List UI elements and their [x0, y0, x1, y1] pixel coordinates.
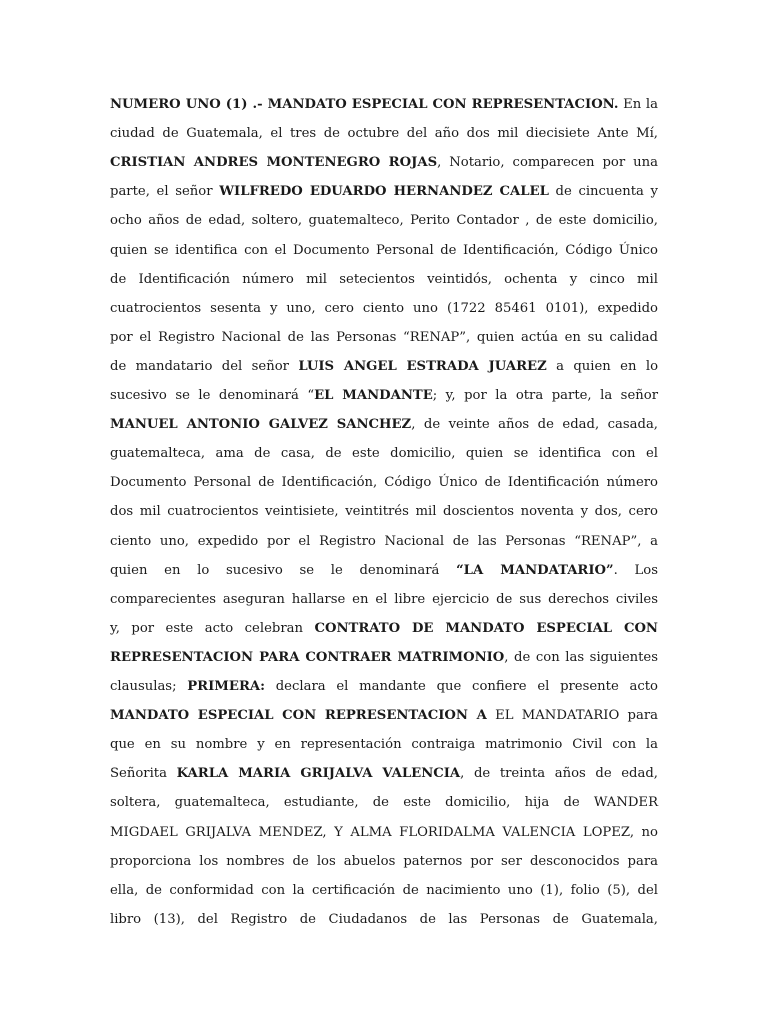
bold-text: CONTRATO DE MANDATO ESPECIAL CON — [314, 620, 658, 636]
bold-text: EL MANDANTE — [314, 388, 433, 403]
text-line — [110, 298, 658, 320]
text-span: de mandatario del señor — [110, 358, 299, 374]
bold-text: NUMERO UNO (1) .- MANDATO ESPECIAL CON REPRESENTACION. — [110, 97, 619, 112]
text-span: dos mil cuatrocientos veintisiete, veintitrés mil doscientos noventa y dos, cero — [110, 504, 658, 520]
text-span: quien se identifica con el Documento Personal de Identificación, Código Único — [110, 242, 658, 258]
bold-text: CRISTIAN ANDRES MONTENEGRO ROJAS — [110, 155, 438, 171]
text-line — [110, 880, 658, 902]
text-span: , de veinte años de edad, casada, — [411, 417, 658, 433]
text-span: ella, de conformidad con la certificación de nacimiento uno (1), folio (5), del — [110, 882, 658, 898]
text-span: por el Registro Nacional de las Personas “RENAP”, quien actúa en su calidad — [110, 329, 658, 345]
text-span: libro (13), del Registro de Ciudadanos de las Personas de Guatemala, — [110, 911, 658, 927]
bold-text: KARLA MARIA GRIJALVA VALENCIA — [176, 766, 461, 782]
text-line — [110, 356, 658, 378]
bold-text: “LA MANDATARIO” — [456, 562, 614, 578]
text-span: ciudad de Guatemala, el tres de octubre del año dos mil diecisiete Ante Mí, — [110, 126, 658, 142]
text-span: parte, el señor — [110, 184, 220, 200]
text-span: que en su nombre y en representación contraiga matrimonio Civil con la — [110, 737, 658, 753]
bold-text: WILFREDO EDUARDO HERNANDEZ CALEL — [219, 184, 549, 200]
text-line — [110, 501, 658, 523]
text-span: EL MANDATARIO para — [486, 708, 659, 724]
text-span: ciento uno, expedido por el Registro Nacional de las Personas “RENAP”, a — [110, 533, 658, 549]
text-line — [110, 210, 658, 232]
bold-text: PRIMERA: — [187, 679, 266, 694]
text-span: sucesivo se le denominará “ — [110, 388, 315, 403]
text-span: guatemalteca, ama de casa, de este domicilio, quien se identifica con el — [110, 446, 658, 462]
text-span: de cincuenta y — [548, 184, 658, 200]
text-line — [110, 705, 658, 727]
text-line — [110, 385, 658, 407]
text-span: ocho años de edad, soltero, guatemalteco, Perito Contador , de este domicilio, — [110, 213, 658, 229]
text-line — [110, 822, 658, 844]
text-line — [110, 181, 658, 203]
text-line — [110, 269, 658, 291]
text-line — [110, 792, 658, 814]
text-span: Señorita — [110, 766, 177, 782]
bold-text: LUIS ANGEL ESTRADA JUAREZ — [298, 358, 547, 374]
text-line — [110, 618, 658, 640]
bold-text: MANDATO ESPECIAL CON REPRESENTACION A — [110, 708, 487, 724]
text-line — [110, 94, 658, 116]
text-span: ; y, por la otra parte, la señor — [432, 388, 658, 403]
text-span: , de treinta años de edad, — [460, 766, 658, 782]
text-span: clausulas; — [110, 679, 188, 694]
text-line — [110, 909, 658, 931]
text-line — [110, 676, 658, 698]
text-line — [110, 240, 658, 262]
text-span: y, por este acto celebran — [110, 620, 315, 636]
text-line — [110, 851, 658, 873]
text-span: cuatrocientos sesenta y uno, cero ciento uno (1722 85461 0101), expedido — [110, 300, 658, 316]
text-line — [110, 763, 658, 785]
text-line — [110, 414, 658, 436]
text-span: , de con las siguientes — [504, 649, 658, 665]
bold-text: MANUEL ANTONIO GALVEZ SANCHEZ — [110, 417, 412, 433]
text-span: En la — [618, 97, 659, 112]
text-line — [110, 152, 658, 174]
text-span: declara el mandante que confiere el presente acto — [265, 679, 658, 694]
text-span: de Identificación número mil setecientos veintidós, ochenta y cinco mil — [110, 271, 658, 287]
text-span: soltera, guatemalteca, estudiante, de este domicilio, hija de WANDER — [110, 795, 658, 811]
text-span: Documento Personal de Identificación, Código Único de Identificación número — [110, 475, 658, 491]
text-span: MIGDAEL GRIJALVA MENDEZ, Y ALMA FLORIDALMA VALENCIA LOPEZ, no — [110, 824, 658, 840]
text-span: . Los — [613, 562, 658, 578]
text-span: proporciona los nombres de los abuelos paternos por ser desconocidos para — [110, 853, 658, 869]
text-line — [110, 647, 658, 669]
text-span: a quien en lo — [546, 358, 659, 374]
text-line — [110, 443, 658, 465]
text-line — [110, 589, 658, 611]
text-span: quien en lo sucesivo se le denominará — [110, 562, 457, 578]
text-line — [110, 531, 658, 553]
text-line — [110, 472, 658, 494]
text-line — [110, 327, 658, 349]
text-line — [110, 734, 658, 756]
text-span: , Notario, comparecen por una — [437, 155, 658, 171]
text-line — [110, 560, 658, 582]
text-line — [110, 123, 658, 145]
text-span: comparecientes aseguran hallarse en el libre ejercicio de sus derechos civiles — [110, 591, 658, 607]
bold-text: REPRESENTACION PARA CONTRAER MATRIMONIO — [110, 649, 505, 665]
